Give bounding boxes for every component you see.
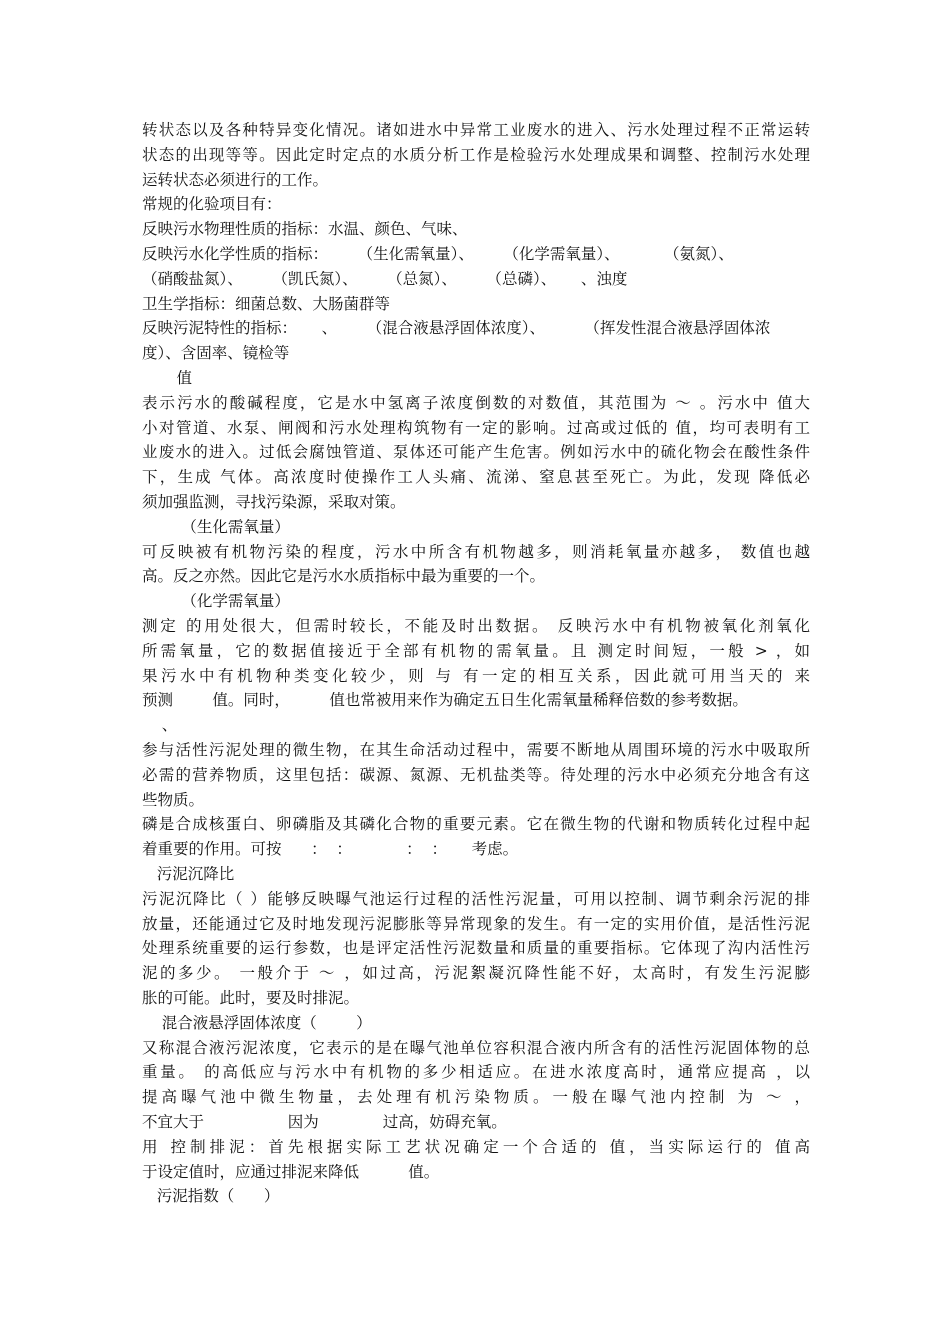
text-line: 可反映被有机物污染的程度，污水中所含有机物越多，则消耗氧量亦越多， 数值也越 (142, 543, 810, 561)
text-line: 泥的多少。 一般介于 ～ ，如过高，污泥絮凝沉降性能不好，太高时，有发生污泥膨 (142, 964, 810, 982)
text-line: 污泥指数（ ） (142, 1187, 280, 1205)
text-line: 放量，还能通过它及时地发现污泥膨胀等异常现象的发生。有一定的实用价值，是活性污泥 (142, 915, 810, 933)
text-line: 污泥沉降比（ ）能够反映曝气池运行过程的活性污泥量，可用以控制、调节剩余污泥的排 (142, 890, 810, 908)
text-line: 反映污水化学性质的指标： （生化需氧量）、 （化学需氧量）、 （氨氮）、 (142, 245, 734, 263)
text-line: 又称混合液污泥浓度，它表示的是在曝气池单位容积混合液内所含有的活性污泥固体物的总 (142, 1039, 810, 1057)
text-line: 果污水中有机物种类变化较少，则 与 有一定的相互关系，因此就可用当天的 来 (142, 667, 810, 685)
text-line: （生化需氧量） (142, 518, 290, 536)
text-line: 、 (142, 716, 178, 734)
text-line: 小对管道、水泵、闸阀和污水处理构筑物有一定的影响。过高或过低的 值，均可表明有工 (142, 419, 810, 437)
text-line: 参与活性污泥处理的微生物，在其生命活动过程中，需要不断地从周围环境的污水中吸取所 (142, 741, 810, 759)
text-line: 污泥沉降比 (142, 865, 235, 883)
text-line: （化学需氧量） (142, 592, 290, 610)
text-line: 表示污水的酸碱程度，它是水中氢离子浓度倒数的对数值，其范围为 ～ 。污水中 值大 (142, 394, 810, 412)
text-line: 处理系统重要的运行参数，也是评定活性污泥数量和质量的重要指标。它体现了沟内活性污 (142, 939, 810, 957)
text-line: 着重要的作用。可按 ： ： ： ： 考虑。 (142, 840, 519, 858)
text-line: 运转状态必须进行的工作。 (142, 171, 329, 189)
text-line: 业废水的进入。过低会腐蚀管道、泵体还可能产生危害。例如污水中的硫化物会在酸性条件 (142, 443, 810, 461)
text-line: 反映污水物理性质的指标：水温、颜色、气味、 (142, 220, 468, 238)
text-line: 须加强监测，寻找污染源，采取对策。 (142, 493, 406, 511)
text-line: 磷是合成核蛋白、卵磷脂及其磷化合物的重要元素。它在微生物的代谢和物质转化过程中起 (142, 815, 810, 833)
text-line: 状态的出现等等。因此定时定点的水质分析工作是检验污水处理成果和调整、控制污水处理 (142, 146, 810, 164)
text-line: 度）、含固率、镜检等 (142, 344, 290, 362)
text-line: 所需氧量，它的数据值接近于全部有机物的需氧量。且 测定时间短，一般 > ，如 (142, 642, 810, 660)
text-line: 于设定值时，应通过排泥来降低 值。 (142, 1163, 440, 1181)
text-line: 测定 的用处很大，但需时较长，不能及时出数据。 反映污水中有机物被氧化剂氧化 (142, 617, 810, 635)
text-line: 值 (142, 369, 192, 387)
text-line: 混合液悬浮固体浓度（ ） (142, 1014, 372, 1032)
text-line: 高。反之亦然。因此它是污水水质指标中最为重要的一个。 (142, 567, 546, 585)
text-line: 转状态以及各种特异变化情况。诸如进水中异常工业废水的进入、污水处理过程不正常运转 (142, 121, 810, 139)
text-line: 反映污泥特性的指标： 、 （混合液悬浮固体浓度）、 （挥发性混合液悬浮固体浓 (142, 319, 771, 337)
text-line: 胀的可能。此时，要及时排泥。 (142, 989, 360, 1007)
text-line: 必需的营养物质，这里包括：碳源、氮源、无机盐类等。待处理的污水中必须充分地含有这 (142, 766, 810, 784)
text-line: 预测 值。同时， 值也常被用来作为确定五日生化需氧量稀释倍数的参考数据。 (142, 691, 748, 709)
text-line: 下，生成 气体。高浓度时使操作工人头痛、流涕、窒息甚至死亡。为此，发现 降低必 (142, 468, 810, 486)
text-line: （硝酸盐氮）、 （凯氏氮）、 （总氮）、 （总磷）、 、浊度 (142, 270, 628, 288)
text-line: 常规的化验项目有： (142, 195, 282, 213)
text-line: 不宜大于 因为 过高，妨碍充氧。 (142, 1113, 507, 1131)
text-line: 用 控制排泥：首先根据实际工艺状况确定一个合适的 值，当实际运行的 值高 (142, 1138, 810, 1156)
text-line: 提高曝气池中微生物量，去处理有机污染物质。一般在曝气池内控制 为 ～ ， (142, 1088, 810, 1106)
text-line: 重量。 的高低应与污水中有机物的多少相适应。在进水浓度高时，通常应提高 ，以 (142, 1063, 810, 1081)
text-line: 些物质。 (142, 791, 205, 809)
text-line: 卫生学指标：细菌总数、大肠菌群等 (142, 295, 391, 313)
